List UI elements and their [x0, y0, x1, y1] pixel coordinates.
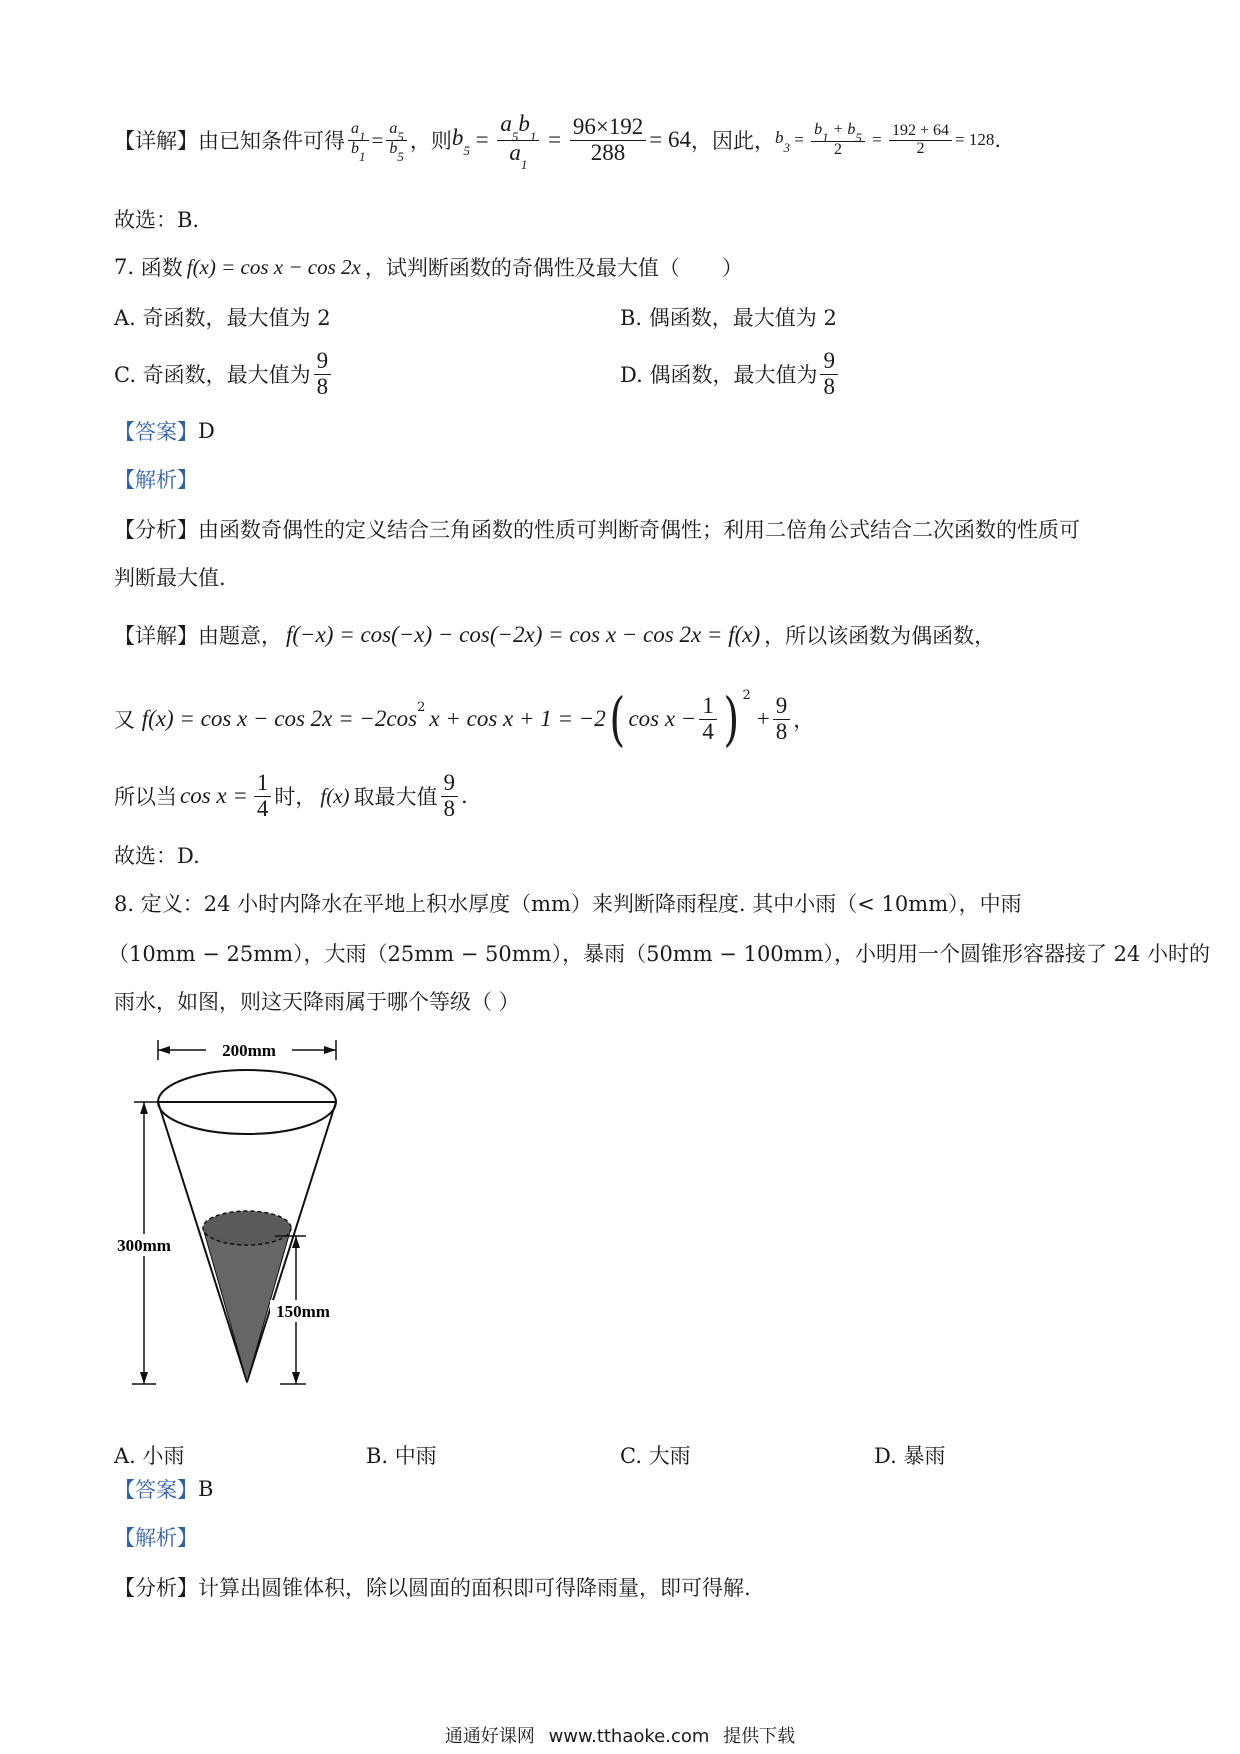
q7-text-b: ，试判断函数的奇偶性及最大值（ ） — [364, 256, 743, 280]
top-width-label: 200mm — [222, 1041, 276, 1060]
q7-expansion-b: x + cos x + 1 = −2 — [429, 706, 606, 731]
q7-nine-eighths: $\frac{9}{8}$ — [773, 694, 791, 743]
fraction-96x192-288: $\frac{96\times 192}{288}$ — [570, 115, 646, 164]
fraction-192-64-2: $\frac{192 + 64}{2}$ — [889, 123, 952, 158]
q7-option-d — [620, 344, 841, 404]
q7-suoyi-f: f(x) — [320, 783, 350, 808]
q7-cos-eq: cos x = — [180, 783, 248, 808]
fraction-b1-b5-2: $\frac{b_1 + b_5}{2}$ — [811, 122, 865, 159]
q8-jiexi-tag: 【解析】 — [114, 1526, 198, 1550]
right-paren: ) — [723, 685, 740, 753]
q7-you-line: 又 f(x) = cos x − cos 2x = −2cos $^2$ x + cos x + 1 = −2 ( cos x − $\frac{1}{4}$ ) $^2$ + $\frac{9}{8}$ ， — [114, 685, 815, 753]
q7-xiangjie-tag: 【详解】 — [114, 624, 198, 648]
q8-option-d-text: D. 暴雨 — [874, 1444, 946, 1468]
q8-fenxi-tag: 【分析】 — [114, 1576, 198, 1600]
q7-answer-value: D — [198, 419, 215, 443]
fraction-a5b1-a1: $\frac{a_5b_1}{a_1}$ — [497, 112, 539, 167]
q7-suoyi-quarter: $\frac{1}{4}$ — [254, 771, 272, 820]
q7-option-c-text: C. 奇函数，最大值为 — [114, 363, 311, 387]
q7-choose — [114, 840, 200, 870]
ratio-a1-b1: $\frac{a_1}{b_1}$ — [348, 121, 369, 160]
q8-stem-text-3: 雨水，如图，则这天降雨属于哪个等级（ ） — [114, 990, 520, 1014]
q7-square: 2 — [742, 687, 751, 703]
q7-fenxi-2 — [114, 562, 226, 592]
detail-tag: 【详解】 — [114, 129, 198, 153]
q7-option-c-fraction: $\frac{9}{8}$ — [314, 349, 332, 398]
choose-b-text: 故选：B. — [114, 208, 200, 232]
q8-option-c — [620, 1440, 691, 1470]
period: . — [994, 128, 1002, 152]
q8-stem-2 — [108, 938, 1210, 968]
q7-number: 7. — [114, 255, 135, 279]
page-footer — [0, 1722, 1240, 1748]
q7-stem — [114, 252, 743, 282]
q7-you-text: 又 — [114, 708, 135, 732]
q8-jiexi — [114, 1522, 198, 1552]
comma: ， — [793, 708, 815, 732]
q8-option-a — [114, 1440, 185, 1470]
height-label: 300mm — [117, 1236, 171, 1255]
footer-url[interactable]: www.tthaoke.com — [548, 1726, 710, 1747]
q7-fenxi-tag: 【分析】 — [114, 518, 198, 542]
q7-option-c — [114, 344, 334, 404]
q7-choose-text: 故选：D. — [114, 844, 200, 868]
footer-site-name: 通通好课网 — [444, 1726, 535, 1747]
q7-option-b-text: B. 偶函数，最大值为 2 — [620, 306, 837, 330]
q7-option-d-fraction: $\frac{9}{8}$ — [820, 349, 838, 398]
result-128: = 128 — [955, 130, 995, 149]
detail-text-a: 由已知条件可得 — [198, 129, 345, 153]
q7-answer — [114, 416, 215, 446]
q7-jiexi — [114, 464, 198, 494]
equals-64: = 64 — [649, 127, 692, 152]
cone-diagram — [110, 1030, 370, 1400]
q8-stem-text-2: （10mm − 25mm），大雨（25mm − 50mm），暴雨（50mm − 100mm），小明用一个圆锥形容器接了 24 小时的 — [108, 942, 1211, 966]
q7-answer-tag: 【答案】 — [114, 420, 198, 444]
q7-quarter-fraction: $\frac{1}{4}$ — [699, 694, 717, 743]
q7-inner: cos x − — [628, 706, 697, 731]
water-height-label: 150mm — [276, 1302, 330, 1321]
q7-fenxi-text-2: 判断最大值. — [114, 566, 226, 590]
q7-suoyi-nine-eighths: $\frac{9}{8}$ — [441, 771, 459, 820]
q8-stem-3 — [114, 986, 520, 1016]
q8-answer-value: B — [198, 1477, 214, 1501]
q8-answer — [114, 1474, 213, 1504]
q7-parity-equation: f(−x) = cos(−x) − cos(−2x) = cos x − cos 2x = f(x) — [286, 622, 761, 647]
q8-fenxi — [114, 1572, 751, 1602]
q7-option-a-text: A. 奇函数，最大值为 2 — [114, 306, 331, 330]
q7-suoyi-text-a: 所以当 — [114, 785, 177, 809]
q7-option-a — [114, 302, 331, 332]
q7-xiangjie-text-b: ，所以该函数为偶函数， — [764, 624, 996, 648]
ratio-a5-b5: $\frac{a_5}{b_5}$ — [386, 121, 407, 160]
q7-xiangjie-text-a: 由题意， — [198, 624, 282, 648]
q8-option-d — [874, 1440, 945, 1470]
period: . — [461, 784, 468, 808]
q8-fenxi-text: 计算出圆锥体积，除以圆面的面积即可得降雨量，即可得解. — [198, 1576, 751, 1600]
q7-option-b — [620, 302, 837, 332]
q8-stem-1 — [114, 888, 1022, 918]
q7-function: f(x) = cos x − cos 2x — [186, 254, 361, 279]
q7-xiangjie — [114, 620, 995, 650]
q7-suoyi-line — [114, 764, 468, 828]
q7-expansion-a: f(x) = cos x − cos 2x = −2cos — [141, 706, 418, 731]
q7-suoyi-text-b: 时， — [274, 785, 317, 809]
detail-line-1: 【详解】 由已知条件可得 $\frac{a_1}{b_1}$ = $\frac{a_5}{b_5}$ ，则 $b_5$ = $\frac{a_5b_1}{a_1}$ = $\frac{96\times 192}{288}$ = 64 ，因此， $b_3$ = $\frac{b_1 + b_5}{2}$ = $\frac{192 + 64}{2}$ = 128 . — [114, 111, 1002, 173]
plus: + — [756, 706, 770, 731]
q8-stem-text-1: 8. 定义：24 小时内降水在平地上积水厚度（mm）来判断降雨程度. 其中小雨（< 10mm），中雨 — [114, 892, 1022, 916]
q8-option-b-text: B. 中雨 — [366, 1444, 437, 1468]
left-paren: ( — [609, 685, 626, 753]
q7-suoyi-text-c: 取最大值 — [353, 785, 438, 809]
q8-option-c-text: C. 大雨 — [620, 1444, 691, 1468]
q7-fenxi-1 — [114, 514, 1080, 544]
detail-text-b: ，则 — [409, 129, 452, 153]
q8-answer-tag: 【答案】 — [114, 1478, 198, 1502]
footer-suffix: 提供下载 — [723, 1726, 796, 1747]
q8-option-b — [366, 1440, 437, 1470]
detail-text-c: ，因此， — [691, 129, 776, 153]
q7-option-d-text: D. 偶函数，最大值为 — [620, 363, 818, 387]
q8-option-a-text: A. 小雨 — [114, 1444, 185, 1468]
choose-b-line — [114, 204, 199, 234]
q7-text-a: 函数 — [140, 256, 183, 280]
q7-jiexi-tag: 【解析】 — [114, 468, 198, 492]
q7-fenxi-text-1: 由函数奇偶性的定义结合三角函数的性质可判断奇偶性；利用二倍角公式结合二次函数的性质可 — [198, 518, 1080, 542]
